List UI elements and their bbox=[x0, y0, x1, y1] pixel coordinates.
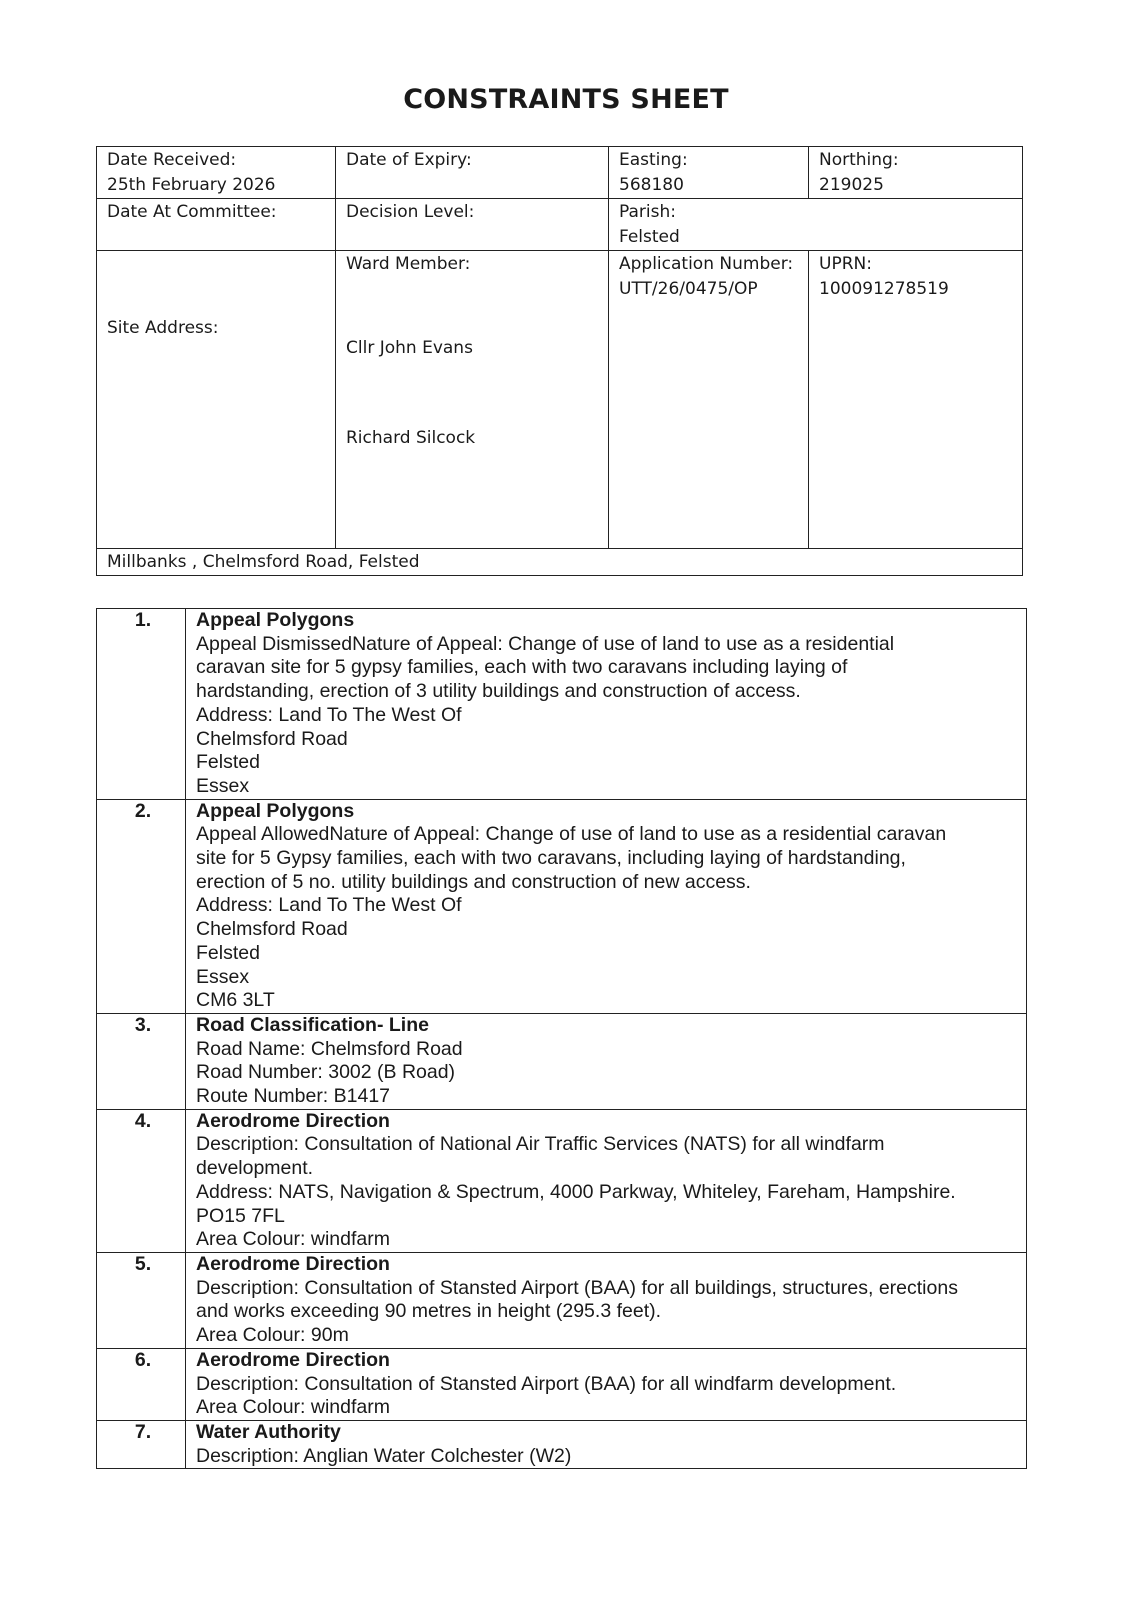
constraint-row bbox=[97, 1109, 1027, 1252]
constraint-title: Aerodrome Direction bbox=[196, 1109, 390, 1132]
date-received-cell bbox=[97, 147, 336, 199]
date-expiry-cell bbox=[336, 147, 609, 199]
constraint-number: 1. bbox=[97, 609, 186, 800]
constraint-line: development. bbox=[196, 1157, 314, 1180]
constraint-line: Route Number: B1417 bbox=[196, 1085, 391, 1108]
constraint-title: Appeal Polygons bbox=[196, 609, 355, 631]
constraint-line: Chelmsford Road bbox=[196, 918, 348, 941]
constraint-line: Essex bbox=[196, 965, 250, 988]
constraint-line: Description: Consultation of Stansted Airport (BAA) for all buildings, structures, erections bbox=[196, 1276, 958, 1299]
constraint-row bbox=[97, 1420, 1027, 1468]
constraint-line: Chelmsford Road bbox=[196, 727, 348, 750]
date-expiry-label: Date of Expiry: bbox=[346, 150, 472, 170]
constraint-details bbox=[186, 1420, 1027, 1468]
constraint-line: Road Number: 3002 (B Road) bbox=[196, 1061, 456, 1084]
constraint-title: Water Authority bbox=[196, 1420, 341, 1443]
constraint-line: CM6 3LT bbox=[196, 989, 275, 1012]
constraint-details bbox=[186, 1013, 1027, 1109]
constraint-number: 4. bbox=[97, 1109, 186, 1252]
constraint-row bbox=[97, 1252, 1027, 1348]
easting-value: 568180 bbox=[619, 175, 684, 195]
ward-member-label: Ward Member: bbox=[346, 254, 471, 274]
constraint-line: Appeal DismissedNature of Appeal: Change of use of land to use as a residential bbox=[196, 632, 895, 655]
decision-level-cell bbox=[336, 199, 609, 251]
constraint-number: 2. bbox=[97, 799, 186, 1013]
parish-label: Parish: bbox=[619, 202, 676, 222]
constraint-line: and works exceeding 90 metres in height (295.3 feet). bbox=[196, 1300, 662, 1323]
constraint-title: Road Classification- Line bbox=[196, 1013, 429, 1036]
constraint-details bbox=[186, 609, 1027, 800]
constraint-row bbox=[97, 1013, 1027, 1109]
constraint-line: Address: NATS, Navigation & Spectrum, 4000 Parkway, Whiteley, Fareham, Hampshire. bbox=[196, 1180, 956, 1203]
uprn-label: UPRN: bbox=[819, 254, 872, 274]
constraint-row bbox=[97, 799, 1027, 1013]
constraint-row bbox=[97, 609, 1027, 800]
constraint-details bbox=[186, 1109, 1027, 1252]
constraint-line: Area Colour: windfarm bbox=[196, 1228, 390, 1251]
parish-cell bbox=[609, 199, 1023, 251]
northing-cell bbox=[809, 147, 1023, 199]
constraints-table bbox=[96, 608, 1027, 1469]
constraint-line: site for 5 Gypsy families, each with two caravans, including laying of hardstanding, bbox=[196, 847, 906, 870]
constraint-number: 7. bbox=[97, 1420, 186, 1468]
constraint-row bbox=[97, 1348, 1027, 1420]
application-details-table bbox=[96, 146, 1023, 576]
constraint-number: 3. bbox=[97, 1013, 186, 1109]
constraint-title: Appeal Polygons bbox=[196, 799, 355, 822]
constraint-line: Address: Land To The West Of bbox=[196, 894, 462, 917]
constraint-line: Description: Anglian Water Colchester (W2) bbox=[196, 1444, 572, 1467]
constraint-line: Essex bbox=[196, 774, 250, 797]
constraint-number: 5. bbox=[97, 1252, 186, 1348]
constraint-line: Address: Land To The West Of bbox=[196, 703, 462, 726]
constraint-details bbox=[186, 1252, 1027, 1348]
date-committee-label: Date At Committee: bbox=[107, 202, 277, 222]
constraint-line: erection of 5 no. utility buildings and construction of new access. bbox=[196, 870, 751, 893]
constraint-title: Aerodrome Direction bbox=[196, 1348, 390, 1371]
decision-level-label: Decision Level: bbox=[346, 202, 475, 222]
constraint-details bbox=[186, 1348, 1027, 1420]
constraint-line: caravan site for 5 gypsy families, each with two caravans including laying of bbox=[196, 656, 848, 679]
constraint-line: Appeal AllowedNature of Appeal: Change of use of land to use as a residential caravan bbox=[196, 823, 947, 846]
application-number-label: Application Number: bbox=[619, 254, 794, 274]
application-number-value: UTT/26/0475/OP bbox=[619, 279, 758, 299]
uprn-cell bbox=[809, 251, 1023, 549]
constraint-line: hardstanding, erection of 3 utility buildings and construction of access. bbox=[196, 680, 801, 703]
ward-member-name: Cllr John Evans bbox=[346, 338, 473, 358]
site-address-label: Site Address: bbox=[107, 318, 219, 338]
northing-label: Northing: bbox=[819, 150, 899, 170]
date-received-label: Date Received: bbox=[107, 150, 237, 170]
constraint-line: Felsted bbox=[196, 941, 260, 964]
constraint-number: 6. bbox=[97, 1348, 186, 1420]
site-address-value: Millbanks , Chelmsford Road, Felsted bbox=[107, 552, 420, 572]
date-committee-cell bbox=[97, 199, 336, 251]
uprn-value: 100091278519 bbox=[819, 279, 949, 299]
ward-member-cell bbox=[336, 251, 609, 549]
constraint-line: Area Colour: 90m bbox=[196, 1324, 349, 1347]
constraint-details bbox=[186, 799, 1027, 1013]
constraint-line: Felsted bbox=[196, 751, 260, 774]
constraint-line: Road Name: Chelmsford Road bbox=[196, 1037, 463, 1060]
constraint-line: Area Colour: windfarm bbox=[196, 1396, 390, 1419]
page-title: CONSTRAINTS SHEET bbox=[403, 84, 729, 115]
application-number-cell bbox=[609, 251, 809, 549]
constraint-title: Aerodrome Direction bbox=[196, 1252, 390, 1275]
easting-label: Easting: bbox=[619, 150, 688, 170]
site-address-value-cell bbox=[97, 549, 1023, 576]
constraint-line: Description: Consultation of Stansted Airport (BAA) for all windfarm development. bbox=[196, 1372, 897, 1395]
easting-cell bbox=[609, 147, 809, 199]
site-address-label-cell bbox=[97, 251, 336, 549]
northing-value: 219025 bbox=[819, 175, 884, 195]
constraint-line: PO15 7FL bbox=[196, 1204, 285, 1227]
parish-value: Felsted bbox=[619, 227, 680, 247]
date-received-value: 25th February 2026 bbox=[107, 175, 276, 195]
constraint-line: Description: Consultation of National Air Traffic Services (NATS) for all windfarm bbox=[196, 1133, 885, 1156]
ward-member-name: Richard Silcock bbox=[346, 428, 476, 448]
